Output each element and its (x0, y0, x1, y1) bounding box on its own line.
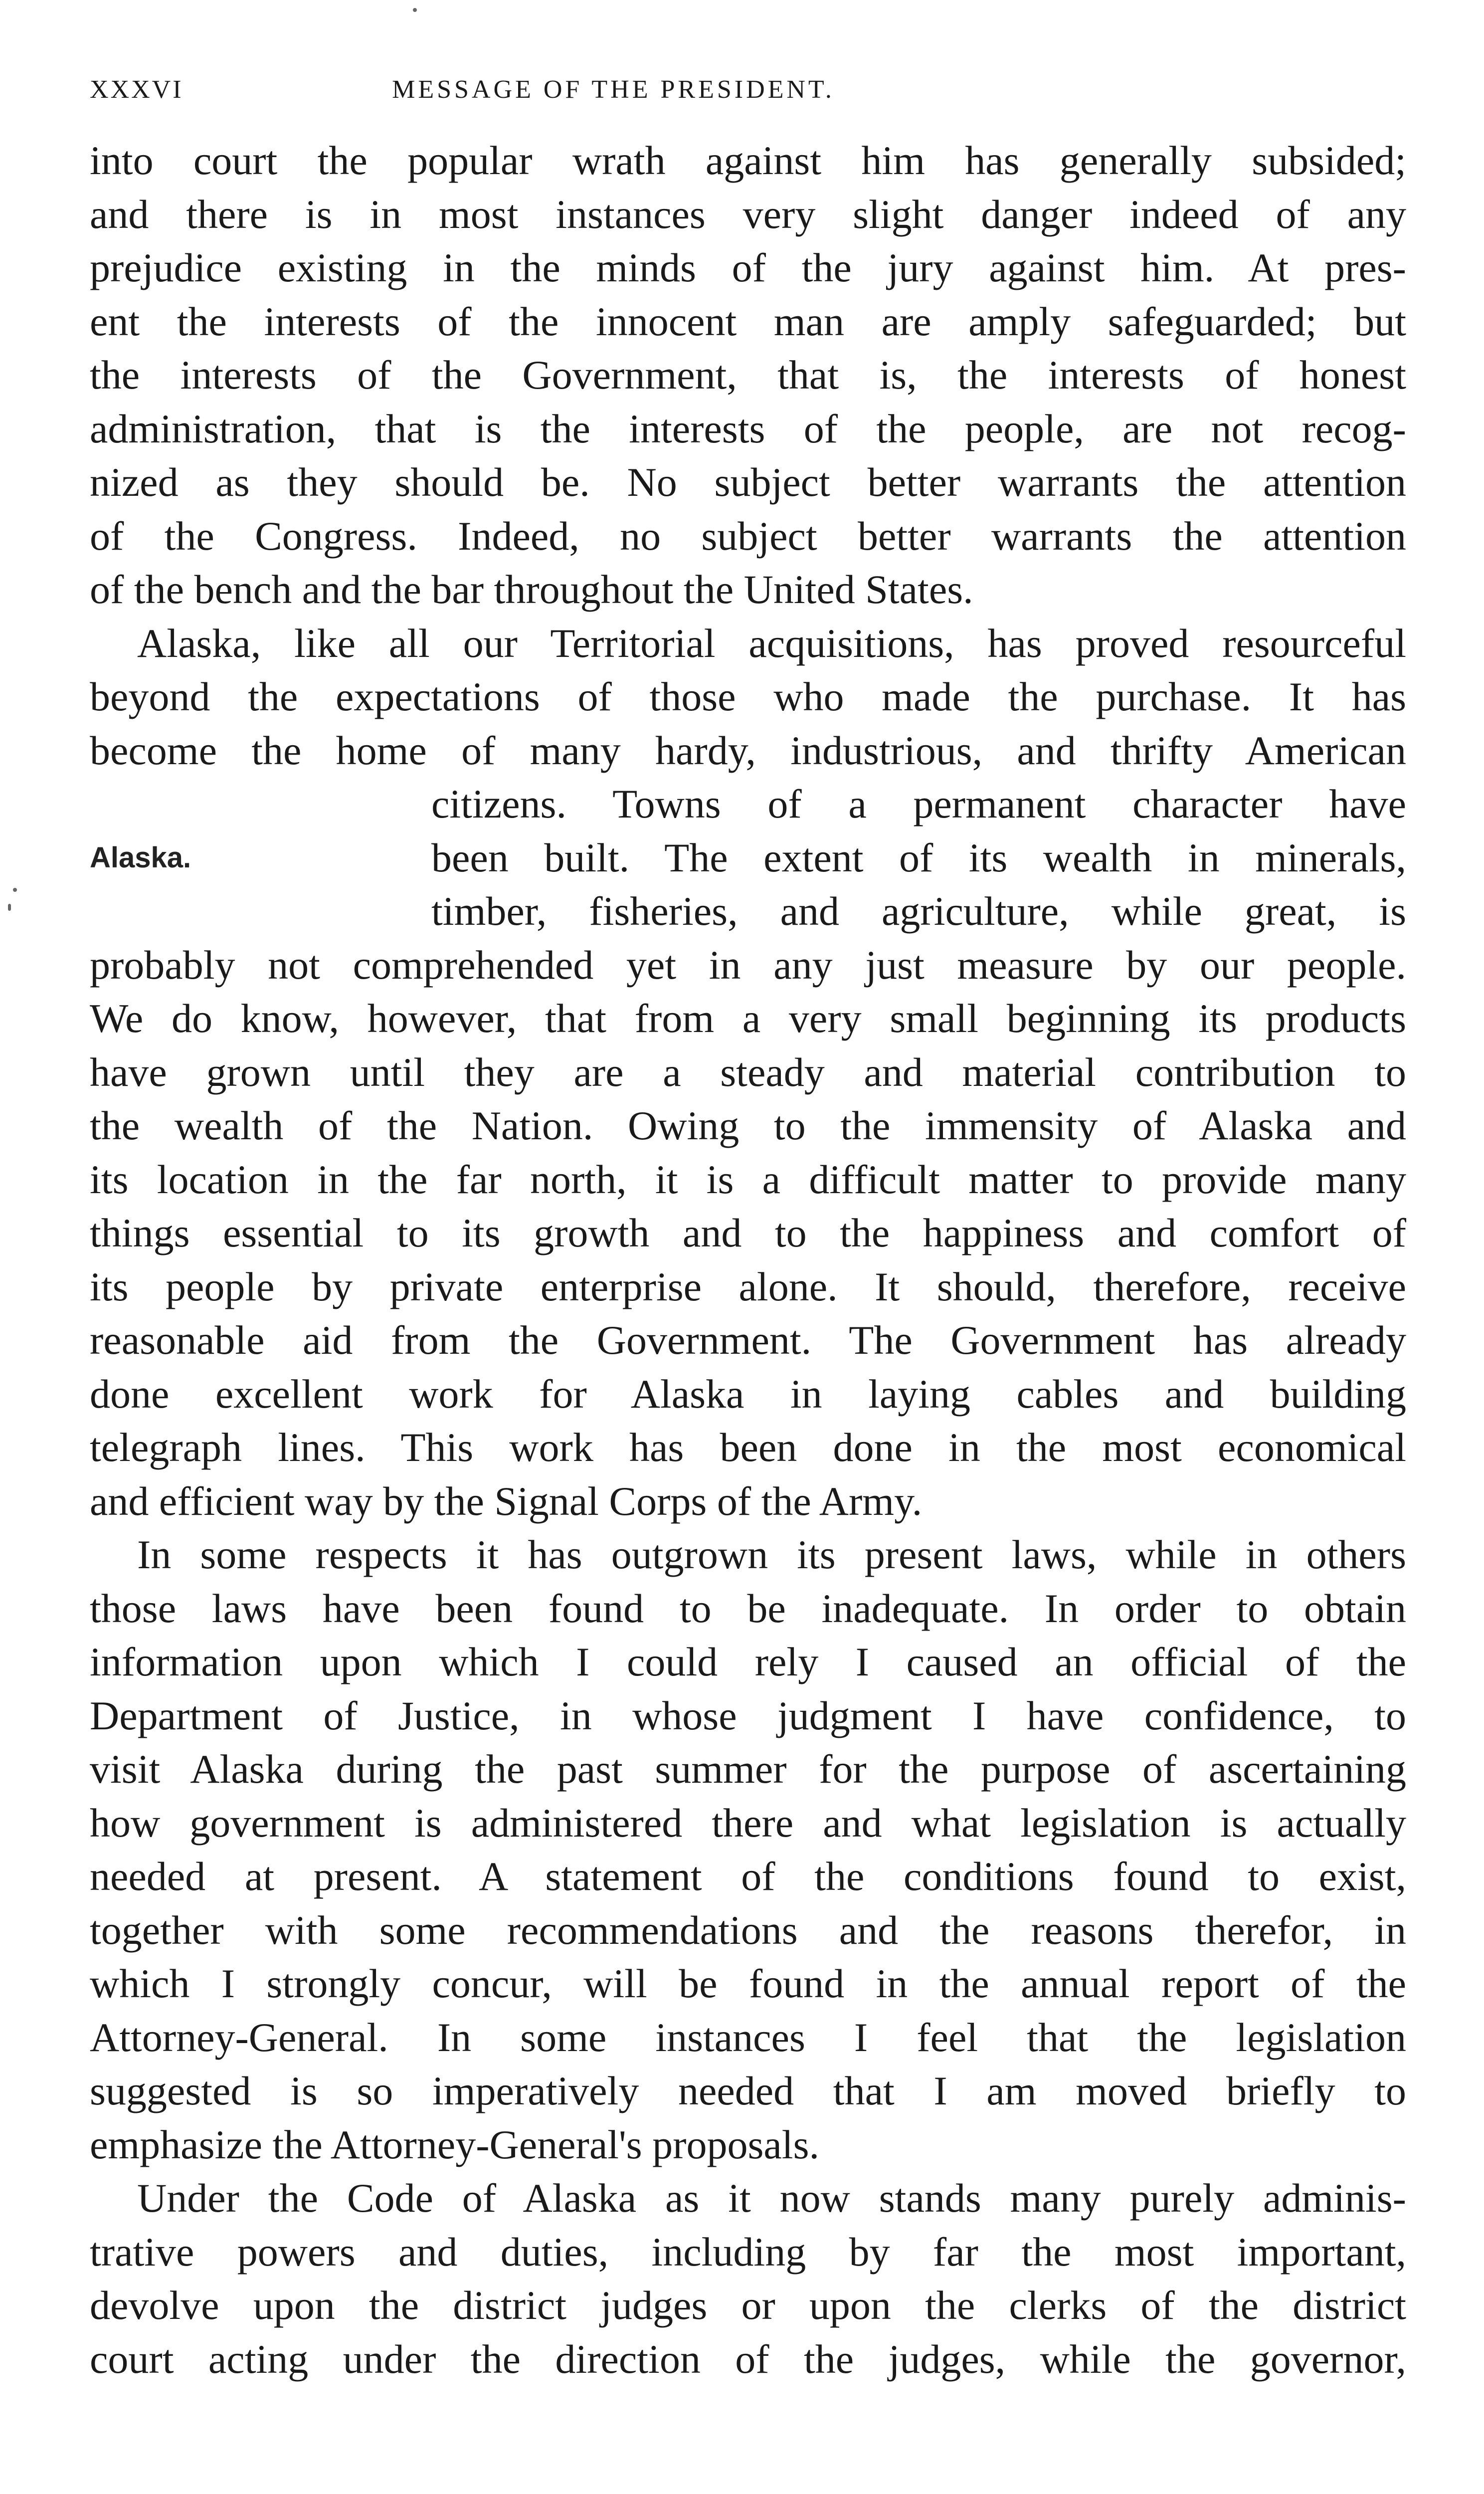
text-line: into court the popular wrath against him has generally subsided; (90, 138, 1406, 183)
print-speck (8, 904, 11, 911)
text-line: of the bench and the bar throughout the United States. (90, 567, 973, 612)
text-line: ent the interests of the innocent man are amply safeguarded; but (90, 298, 1406, 344)
text-line: have grown until they are a steady and material contribution to (90, 1049, 1406, 1095)
text-line: emphasize the Attorney-General's proposals. (90, 2121, 819, 2167)
text-line: administration, that is the interests of the people, are not recog- (90, 406, 1406, 451)
text-line: been built. The extent of its wealth in minerals, (431, 834, 1406, 880)
paragraph (90, 1528, 1406, 2171)
text-line: Attorney-General. In some instances I feel that the legislation (90, 2014, 1406, 2060)
text-line: probably not comprehended yet in any just measure by our people. (90, 942, 1406, 988)
text-line: telegraph lines. This work has been done in the most economical (90, 1425, 1406, 1470)
sidenote-section (90, 777, 1406, 938)
text-line: We do know, however, that from a very small beginning its products (90, 996, 1406, 1041)
text-line: its location in the far north, it is a difficult matter to provide many (90, 1156, 1406, 1202)
text-line: the interests of the Government, that is, the interests of honest (90, 352, 1406, 398)
text-line: its people by private enterprise alone. It should, therefore, receive (90, 1263, 1406, 1309)
text-line: information upon which I could rely I caused an official of the (90, 1639, 1406, 1684)
text-line: those laws have been found to be inadequate. In order to obtain (90, 1585, 1406, 1631)
text-line: timber, fisheries, and agriculture, while great, is (431, 888, 1406, 934)
text-line: Alaska, like all our Territorial acquisitions, has proved resourceful (137, 620, 1406, 666)
text-line: of the Congress. Indeed, no subject better warrants the attention (90, 513, 1406, 559)
paragraph (90, 2171, 1406, 2386)
print-speck (13, 888, 17, 892)
text-line: Department of Justice, in whose judgment I have confidence, to (90, 1692, 1406, 1738)
text-line: court acting under the direction of the judges, while the governor, (90, 2336, 1406, 2382)
text-line: done excellent work for Alaska in laying cables and building (90, 1371, 1406, 1417)
text-line: become the home of many hardy, industrious, and thrifty American (90, 727, 1406, 773)
text-line: In some respects it has outgrown its present laws, while in others (137, 1532, 1406, 1577)
text-line: and there is in most instances very slight danger indeed of any (90, 191, 1406, 237)
text-line: reasonable aid from the Government. The Government has already (90, 1317, 1406, 1363)
text-line: devolve upon the district judges or upon the clerks of the district (90, 2283, 1406, 2328)
text-line: prejudice existing in the minds of the jury against him. At pres- (90, 245, 1406, 290)
paragraph (90, 617, 1406, 1528)
text-line: citizens. Towns of a permanent character have (431, 781, 1406, 827)
paragraph (90, 134, 1406, 617)
text-line: nized as they should be. No subject better warrants the attention (90, 459, 1406, 505)
text-line: visit Alaska during the past summer for the purpose of ascertaining (90, 1746, 1406, 1792)
text-line: which I strongly concur, will be found in the annual report of the (90, 1961, 1406, 2006)
text-line: Under the Code of Alaska as it now stands many purely adminis- (137, 2175, 1406, 2221)
page-header (90, 75, 1406, 115)
text-line: beyond the expectations of those who made the purchase. It has (90, 674, 1406, 719)
text-line: how government is administered there and what legislation is actually (90, 1800, 1406, 1846)
text-line: things essential to its growth and to the happiness and comfort of (90, 1210, 1406, 1255)
text-line: together with some recommendations and the reasons therefor, in (90, 1907, 1406, 1953)
page-number: XXXVI (90, 75, 184, 104)
text-line: needed at present. A statement of the conditions found to exist, (90, 1854, 1406, 1899)
body-text (90, 134, 1406, 2386)
text-line: suggested is so imperatively needed that I am moved briefly to (90, 2068, 1406, 2113)
print-speck (413, 8, 417, 12)
margin-note: Alaska. (90, 841, 191, 874)
running-head: MESSAGE OF THE PRESIDENT. (392, 75, 835, 104)
text-line: trative powers and duties, including by far the most important, (90, 2229, 1406, 2275)
text-line: and efficient way by the Signal Corps of the Army. (90, 1478, 923, 1524)
text-line: the wealth of the Nation. Owing to the immensity of Alaska and (90, 1103, 1406, 1148)
